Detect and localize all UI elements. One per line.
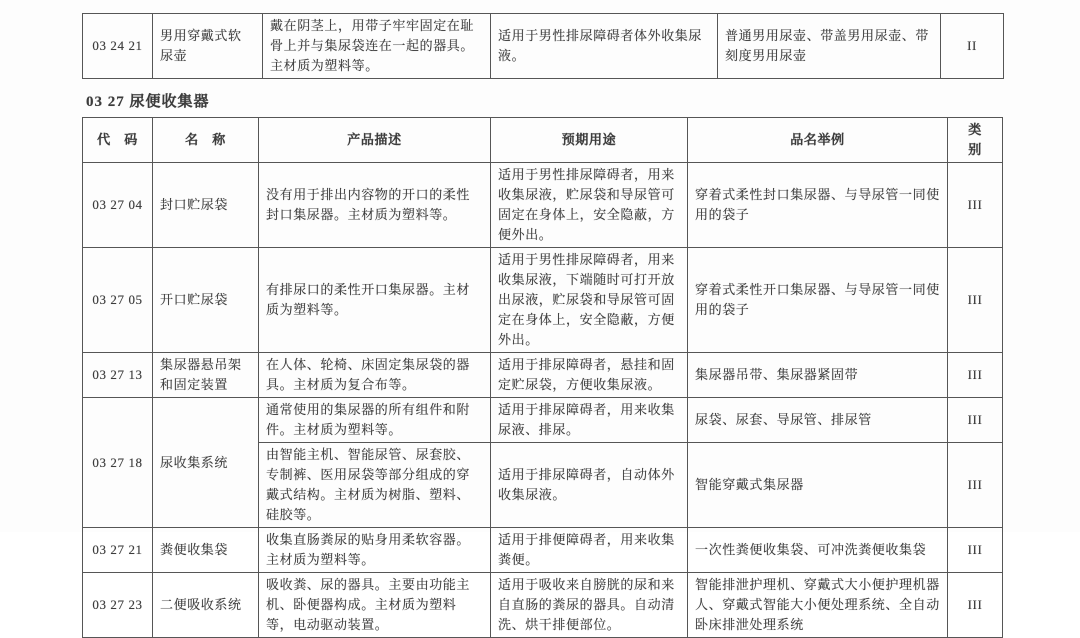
cell-examples: 智能穿戴式集尿器 <box>688 443 948 528</box>
cell-name: 集尿器悬吊架和固定装置 <box>153 353 259 398</box>
cell-use: 适用于男性排尿障碍者，用来收集尿液，下端随时可打开放出尿液，贮尿袋和导尿管可固定在身体上，安全隐蔽，方便外出。 <box>491 248 688 353</box>
table-row <box>83 528 1003 573</box>
cell-class: II <box>941 14 1004 79</box>
cell-name: 男用穿戴式软尿壶 <box>153 14 263 79</box>
header-name: 名 称 <box>153 118 259 163</box>
table-row <box>83 163 1003 248</box>
table-row <box>83 398 1003 443</box>
cell-code: 03 27 23 <box>83 573 153 638</box>
cell-description: 没有用于排出内容物的开口的柔性封口集尿器。主材质为塑料等。 <box>259 163 491 248</box>
cell-examples: 穿着式柔性封口集尿器、与导尿管一同使用的袋子 <box>688 163 948 248</box>
cell-description: 通常使用的集尿器的所有组件和附件。主材质为塑料等。 <box>259 398 491 443</box>
cell-description: 戴在阴茎上，用带子牢牢固定在耻骨上并与集尿袋连在一起的器具。主材质为塑料等。 <box>263 14 491 79</box>
cell-class: III <box>948 528 1003 573</box>
cell-examples: 集尿器吊带、集尿器紧固带 <box>688 353 948 398</box>
cell-description: 有排尿口的柔性开口集尿器。主材质为塑料等。 <box>259 248 491 353</box>
header-use: 预期用途 <box>491 118 688 163</box>
previous-table-fragment <box>82 13 1004 79</box>
cell-code: 03 24 21 <box>83 14 153 79</box>
table-row <box>83 353 1003 398</box>
table-header-row <box>83 118 1003 163</box>
section-title: 03 27 尿便收集器 <box>86 94 210 110</box>
cell-examples: 普通男用尿壶、带盖男用尿壶、带刻度男用尿壶 <box>718 14 941 79</box>
cell-class: III <box>948 443 1003 528</box>
cell-name: 尿收集系统 <box>153 398 259 528</box>
cell-use: 适用于排尿障碍者，用来收集尿液、排尿。 <box>491 398 688 443</box>
header-examples: 品名举例 <box>688 118 948 163</box>
table-row <box>83 248 1003 353</box>
cell-class: III <box>948 573 1003 638</box>
cell-use: 适用于排尿障碍者，自动体外收集尿液。 <box>491 443 688 528</box>
cell-description: 吸收粪、尿的器具。主要由功能主机、卧便器构成。主材质为塑料等，电动驱动装置。 <box>259 573 491 638</box>
cell-use: 适用于排尿障碍者，悬挂和固定贮尿袋，方便收集尿液。 <box>491 353 688 398</box>
header-description: 产品描述 <box>259 118 491 163</box>
cell-examples: 一次性粪便收集袋、可冲洗粪便收集袋 <box>688 528 948 573</box>
cell-code: 03 27 04 <box>83 163 153 248</box>
cell-name: 封口贮尿袋 <box>153 163 259 248</box>
table-row <box>83 14 1004 79</box>
cell-examples: 穿着式柔性开口集尿器、与导尿管一同使用的袋子 <box>688 248 948 353</box>
cell-examples: 智能排泄护理机、穿戴式大小便护理机器人、穿戴式智能大小便处理系统、全自动卧床排泄处理系统 <box>688 573 948 638</box>
cell-use: 适用于男性排尿障碍者体外收集尿液。 <box>491 14 718 79</box>
cell-code: 03 27 05 <box>83 248 153 353</box>
cell-examples: 尿袋、尿套、导尿管、排尿管 <box>688 398 948 443</box>
cell-name: 开口贮尿袋 <box>153 248 259 353</box>
header-code: 代 码 <box>83 118 153 163</box>
cell-use: 适用于吸收来自膀胱的尿和来自直肠的粪尿的器具。自动清洗、烘干排便部位。 <box>491 573 688 638</box>
cell-class: III <box>948 398 1003 443</box>
cell-description: 由智能主机、智能尿管、尿套胶、专制裤、医用尿袋等部分组成的穿戴式结构。主材质为树脂、塑料、硅胶等。 <box>259 443 491 528</box>
cell-class: III <box>948 163 1003 248</box>
cell-code: 03 27 21 <box>83 528 153 573</box>
classification-table <box>82 117 1003 638</box>
header-class: 类 别 <box>948 118 1003 163</box>
cell-name: 二便吸收系统 <box>153 573 259 638</box>
cell-code: 03 27 13 <box>83 353 153 398</box>
cell-class: III <box>948 248 1003 353</box>
cell-class: III <box>948 353 1003 398</box>
cell-name: 粪便收集袋 <box>153 528 259 573</box>
cell-description: 收集直肠粪尿的贴身用柔软容器。主材质为塑料等。 <box>259 528 491 573</box>
cell-use: 适用于排便障碍者，用来收集粪便。 <box>491 528 688 573</box>
cell-use: 适用于男性排尿障碍者，用来收集尿液，贮尿袋和导尿管可固定在身体上，安全隐蔽，方便外出。 <box>491 163 688 248</box>
table-row <box>83 573 1003 638</box>
cell-description: 在人体、轮椅、床固定集尿袋的器具。主材质为复合布等。 <box>259 353 491 398</box>
cell-code: 03 27 18 <box>83 398 153 528</box>
